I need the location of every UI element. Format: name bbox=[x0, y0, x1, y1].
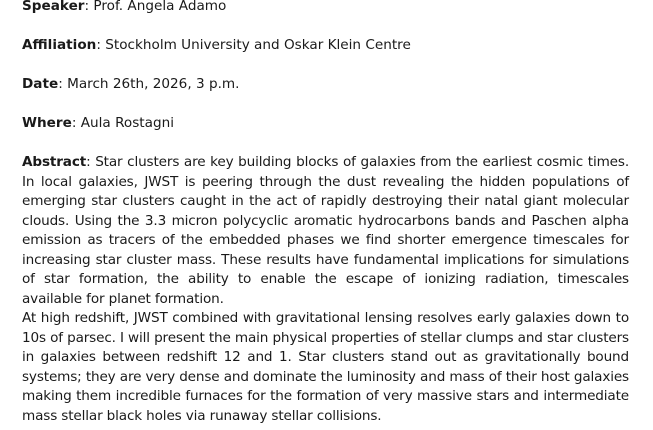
where-value: Aula Rostagni bbox=[80, 115, 174, 131]
affiliation-value: Stockholm University and Oskar Klein Centre bbox=[105, 37, 411, 53]
abstract-paragraph-2: At high redshift, JWST combined with gravitational lensing resolves early galaxies down to 10s of parsec. I will present the main physical properties of stellar clumps and star clusters in galaxies between redshift 12 and 1. Star clusters stand out as gravitationally bound systems; they are very dense and dominate the luminosity and mass of their host galaxies making them incredible furnaces for the formation of very massive stars and intermediate mass stellar black holes via runaway stellar collisions. bbox=[22, 310, 629, 424]
abstract-paragraph-1: Abstract: Star clusters are key building blocks of galaxies from the earliest cosmic times. In local galaxies, JWST is peering through the dust revealing the hidden populations of emerging star clusters caught in the act of rapidly destroying their natal giant molecular clouds. Using the 3.3 micron polycyclic aromatic hydrocarbons bands and Paschen alpha emission as tracers of the embedded phases we find shorter emergence timescales for increasing star cluster mass. These results have fundamental implications for simulations of star formation, the ability to enable the escape of ionizing radiation, timescales available for planet formation. bbox=[22, 154, 629, 307]
where-label: Where bbox=[22, 115, 72, 131]
abstract-section bbox=[22, 153, 629, 426]
speaker-value: Prof. Angela Adamo bbox=[93, 0, 227, 14]
affiliation-label: Affiliation bbox=[22, 37, 97, 53]
speaker-line: Speaker: Prof. Angela Adamo bbox=[22, 0, 227, 14]
date-line: Date: March 26th, 2026, 3 p.m. bbox=[22, 76, 240, 92]
abstract-label: Abstract bbox=[22, 154, 87, 170]
date-value: March 26th, 2026, 3 p.m. bbox=[67, 76, 240, 92]
where-line: Where: Aula Rostagni bbox=[22, 115, 174, 131]
speaker-label: Speaker bbox=[22, 0, 85, 14]
abstract-text-1: Star clusters are key building blocks of galaxies from the earliest cosmic times. In local galaxies, JWST is peering through the dust revealing the hidden populations of emerging star clusters caught in the act of rapidly destroying their natal giant molecular clouds. Using the 3.3 micron polycyclic aromatic hydrocarbons bands and Paschen alpha emission as tracers of the embedded phases we find shorter emergence timescales for increasing star cluster mass. These results have fundamental implications for simulations of star formation, the ability to enable the escape of ionizing radiation, timescales available for planet formation. bbox=[22, 154, 629, 307]
seminar-announcement bbox=[22, 0, 629, 426]
affiliation-line: Affiliation: Stockholm University and Oskar Klein Centre bbox=[22, 37, 411, 53]
date-label: Date bbox=[22, 76, 59, 92]
